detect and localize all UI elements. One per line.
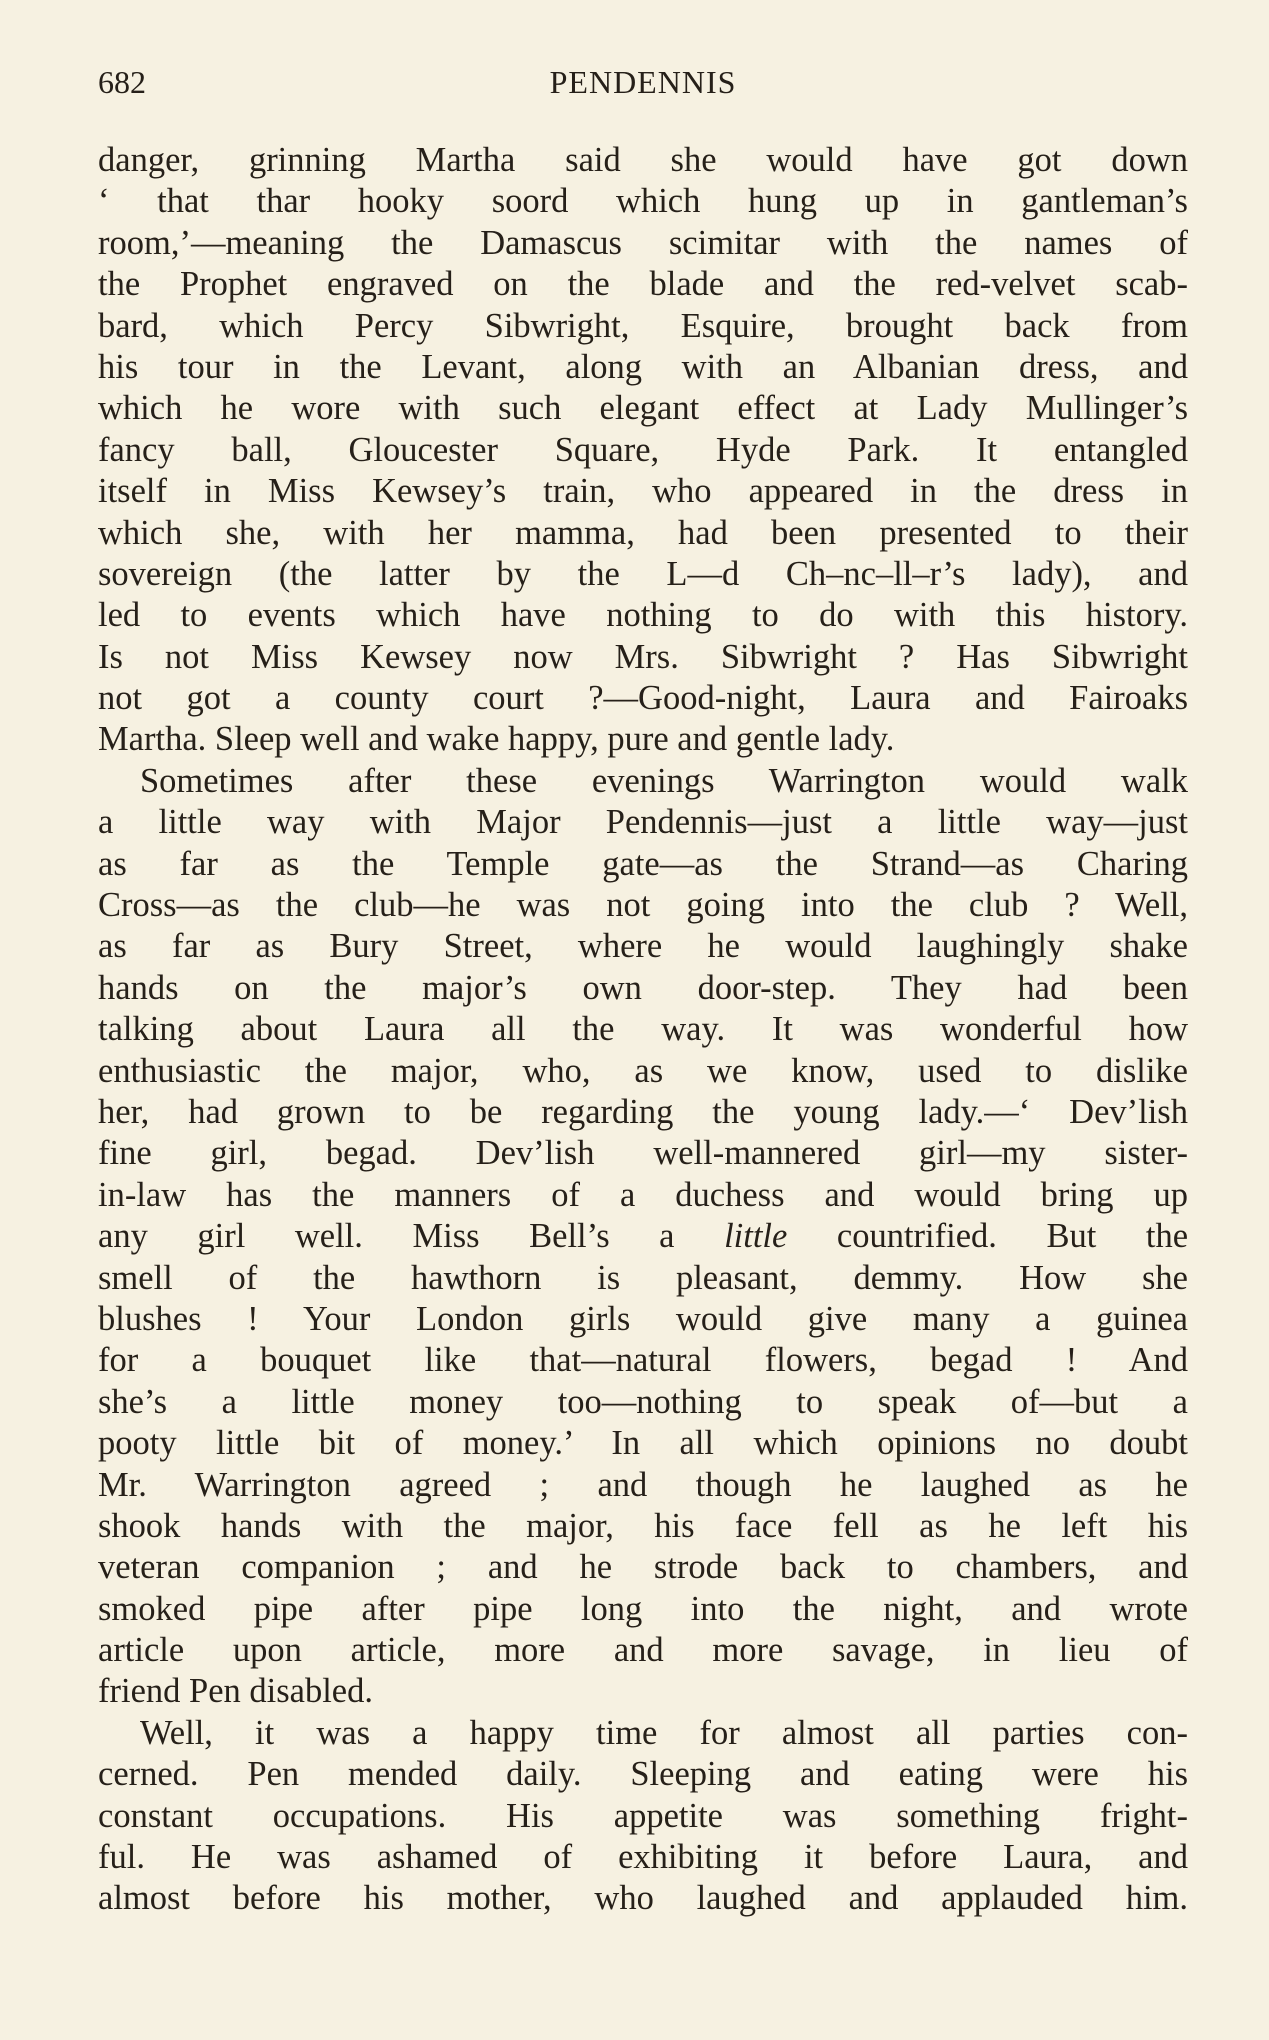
text-line-29: blushes ! Your London girls would give many a guinea <box>98 1299 1188 1338</box>
text-line-2: ‘ that thar hooky soord which hung up in gantleman’s <box>98 182 1188 221</box>
text-line-40: cerned. Pen mended daily. Sleeping and eating were his <box>98 1755 1188 1794</box>
text-line-37: article upon article, more and more savage, in lieu of <box>98 1631 1188 1670</box>
text-line-22: talking about Laura all the way. It was wonderful how <box>98 1010 1188 1049</box>
text-line-24: her, had grown to be regarding the young lady.—‘ Dev’lish <box>98 1092 1188 1131</box>
page-number: 682 <box>98 64 146 100</box>
text-line-1: danger, grinning Martha said she would have got down <box>98 141 1188 179</box>
text-segment: countrified. But the <box>836 1217 1188 1256</box>
text-line-36: smoked pipe after pipe long into the night, and wrote <box>98 1589 1188 1628</box>
text-line-34: shook hands with the major, his face fell as he left his <box>98 1506 1188 1545</box>
text-line-11: sovereign (the latter by the L—d Ch–nc–ll–r’s lady), and <box>98 554 1188 593</box>
text-line-42: ful. He was ashamed of exhibiting it before Laura, and <box>98 1838 1188 1877</box>
text-line-9: itself in Miss Kewsey’s train, who appeared in the dress in <box>98 472 1188 511</box>
text-line-19: Cross—as the club—he was not going into the club ? Well, <box>98 886 1188 925</box>
text-line-16: Sometimes after these evenings Warrington would walk <box>140 761 1188 800</box>
text-line-41: constant occupations. His appetite was something fright- <box>98 1796 1188 1835</box>
text-line-31: she’s a little money too—nothing to speak of—but a <box>98 1382 1188 1421</box>
text-segment: any girl well. Miss Bell’s a <box>98 1217 675 1256</box>
text-line-5: bard, which Percy Sibwright, Esquire, brought back from <box>98 306 1188 345</box>
text-line-25: fine girl, begad. Dev’lish well-mannered girl—my sister- <box>98 1134 1188 1173</box>
text-line-28: smell of the hawthorn is pleasant, demmy. How she <box>98 1258 1188 1297</box>
text-line-33: Mr. Warrington agreed ; and though he laughed as he <box>98 1465 1188 1504</box>
text-line-10: which she, with her mamma, had been presented to their <box>98 513 1188 552</box>
text-line-30: for a bouquet like that—natural flowers, begad ! And <box>98 1341 1188 1380</box>
text-line-35: veteran companion ; and he strode back to chambers, and <box>98 1548 1188 1587</box>
text-line-12: led to events which have nothing to do with this history. <box>98 596 1188 635</box>
text-line-14: not got a county court ?—Good-night, Laura and Fairoaks <box>98 679 1188 718</box>
text-line-32: pooty little bit of money.’ In all which opinions no doubt <box>98 1424 1188 1463</box>
text-line-13: Is not Miss Kewsey now Mrs. Sibwright ? Has Sibwright <box>98 637 1188 676</box>
text-line-8: fancy ball, Gloucester Square, Hyde Park. It entangled <box>98 430 1188 469</box>
text-line-6: his tour in the Levant, along with an Albanian dress, and <box>98 347 1188 386</box>
body-text <box>98 140 1188 1920</box>
text-line-18: as far as the Temple gate—as the Strand—as Charing <box>98 844 1188 883</box>
text-line-7: which he wore with such elegant effect at Lady Mullinger’s <box>98 389 1188 428</box>
text-line-4: the Prophet engraved on the blade and the red-velvet scab- <box>98 265 1188 304</box>
text-line-17: a little way with Major Pendennis—just a little way—just <box>98 803 1188 842</box>
text-line-39: Well, it was a happy time for almost all parties con- <box>140 1713 1188 1752</box>
text-line-43: almost before his mother, who laughed and applauded him. <box>98 1879 1188 1918</box>
page-header <box>98 62 1188 102</box>
text-line-27 <box>98 1216 1188 1257</box>
text-line-15: Martha. Sleep well and wake happy, pure and gentle lady. <box>98 720 895 759</box>
text-line-3: room,’—meaning the Damascus scimitar with the names of <box>98 223 1188 262</box>
text-line-20: as far as Bury Street, where he would laughingly shake <box>98 927 1188 966</box>
italic-word: little <box>724 1217 788 1256</box>
text-line-26: in-law has the manners of a duchess and would bring up <box>98 1175 1188 1214</box>
text-line-21: hands on the major’s own door-step. They had been <box>98 968 1188 1007</box>
text-line-23: enthusiastic the major, who, as we know, used to dislike <box>98 1051 1188 1090</box>
running-head: PENDENNIS <box>549 64 737 100</box>
text-line-38: friend Pen disabled. <box>98 1672 373 1711</box>
